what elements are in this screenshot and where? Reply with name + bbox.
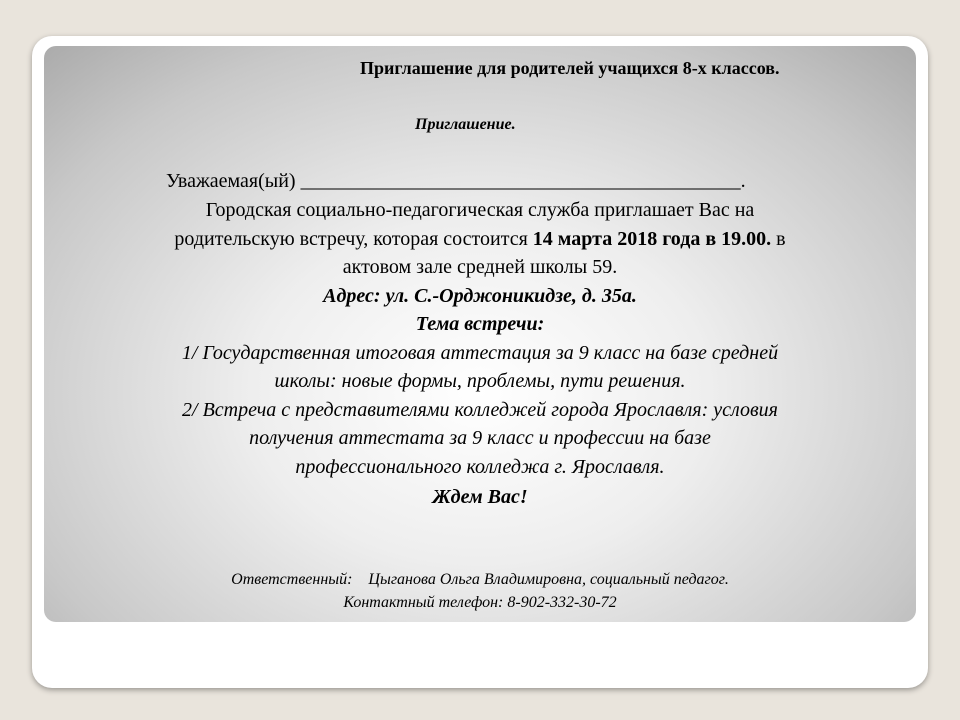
topic-1-line-2: школы: новые формы, проблемы, пути решения. [274, 370, 686, 392]
body-line-2-prefix: родительскую встречу, которая состоится [174, 228, 533, 250]
responsible-label: Ответственный: [231, 571, 353, 588]
invitation-heading: Приглашение для родителей учащихся 8-х классов. [360, 58, 780, 78]
topic-2-line-3: профессионального колледжа г. Ярославля. [295, 456, 665, 478]
body-line-3: актовом зале средней школы 59. [342, 256, 618, 278]
greeting-line: Уважаемая(ый) ____________________________________________. [166, 170, 746, 192]
responsible-line [44, 571, 916, 589]
topic-1-line-1: 1/ Государственная итоговая аттестация за 9 класс на базе средней [181, 342, 779, 364]
meeting-date: 14 марта 2018 года в 19.00. [532, 228, 772, 250]
topic-2-line-2: получения аттестата за 9 класс и профессии на базе [249, 427, 711, 449]
body-line-1: Городская социально-педагогическая служба приглашает Вас на [205, 199, 755, 221]
invitation-subheading: Приглашение. [415, 116, 516, 133]
responsible-name: Цыганова Ольга Владимировна, социальный педагог. [368, 571, 729, 588]
topic-heading: Тема встречи: [415, 313, 545, 335]
body-line-2 [44, 228, 916, 251]
contact-line: Контактный телефон: 8-902-332-30-72 [343, 594, 617, 611]
closing-line: Ждем Вас! [432, 486, 528, 508]
body-line-2-suffix: в [771, 228, 786, 250]
address-line: Адрес: ул. С.-Орджоникидзе, д. 35а. [323, 285, 637, 307]
topic-2-line-1: 2/ Встреча с представителями колледжей города Ярославля: условия [182, 399, 778, 421]
